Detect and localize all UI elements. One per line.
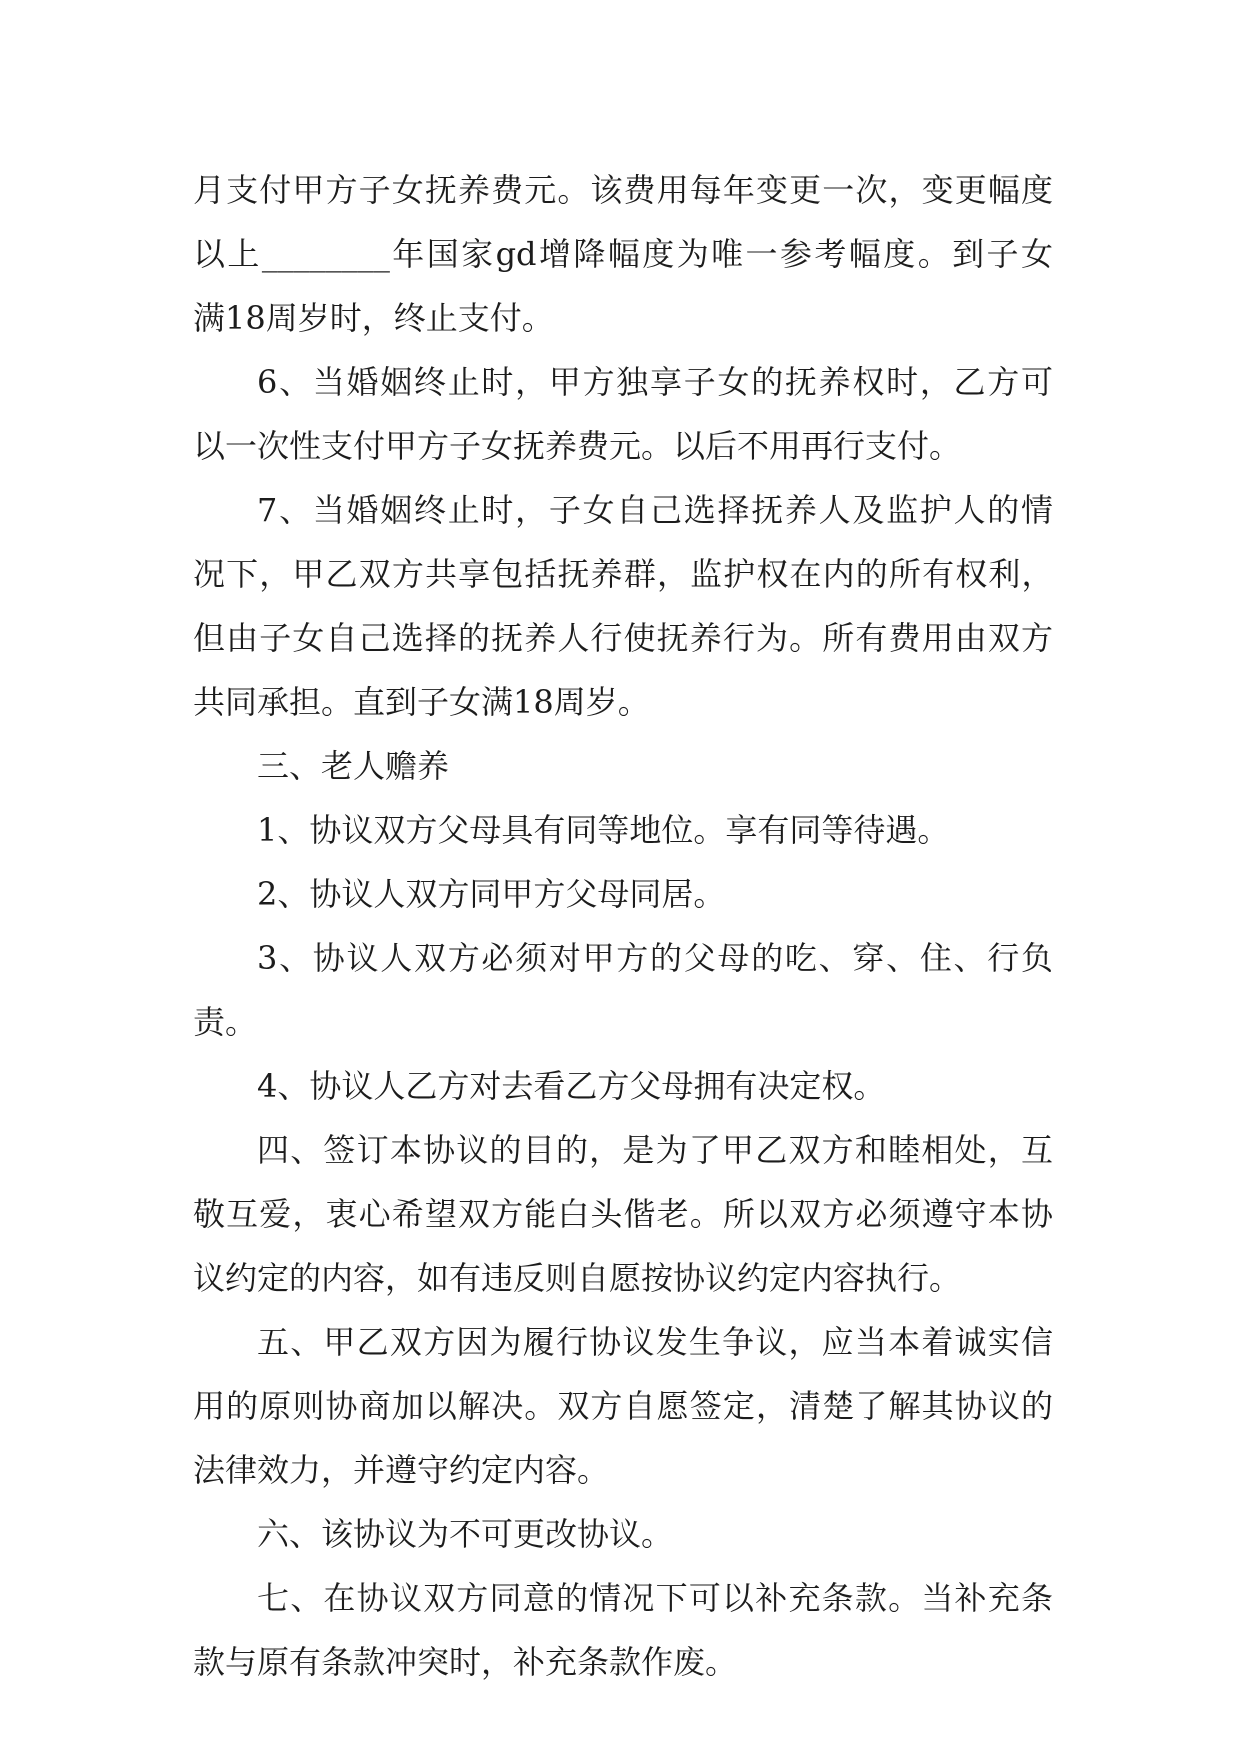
text-line: 1、协议双方父母具有同等地位。享有同等待遇。 <box>257 811 950 849</box>
text-line: 款与原有条款冲突时，补充条款作废。 <box>193 1643 738 1681</box>
text-line: 以一次性支付甲方子女抚养费元。以后不用再行支付。 <box>193 427 962 465</box>
text-line: 敬互爱，衷心希望双方能白头偕老。所以双方必须遵守本协 <box>193 1195 1053 1233</box>
text-line: 4、协议人乙方对去看乙方父母拥有决定权。 <box>257 1067 886 1105</box>
text-line: 月支付甲方子女抚养费元。该费用每年变更一次，变更幅度 <box>193 171 1053 209</box>
text-line: 6、当婚姻终止时，甲方独享子女的抚养权时，乙方可 <box>257 363 1053 401</box>
text-line: 2、协议人双方同甲方父母同居。 <box>257 875 726 913</box>
text-line: 以上________年国家gd增降幅度为唯一参考幅度。到子女 <box>193 235 1053 273</box>
document-body <box>193 158 1053 1694</box>
text-line: 共同承担。直到子女满18周岁。 <box>193 683 650 721</box>
text-line: 但由子女自己选择的抚养人行使抚养行为。所有费用由双方 <box>193 619 1053 657</box>
text-line: 四、签订本协议的目的，是为了甲乙双方和睦相处，互 <box>257 1131 1053 1169</box>
text-line: 五、甲乙双方因为履行协议发生争议，应当本着诚实信 <box>257 1323 1053 1361</box>
section-heading: 三、老人赡养 <box>257 747 450 785</box>
text-line: 七、在协议双方同意的情况下可以补充条款。当补充条 <box>257 1579 1053 1617</box>
text-line: 7、当婚姻终止时，子女自己选择抚养人及监护人的情 <box>257 491 1053 529</box>
text-line: 六、该协议为不可更改协议。 <box>257 1515 674 1553</box>
text-line: 3、协议人双方必须对甲方的父母的吃、穿、住、行负 <box>257 939 1053 977</box>
text-line: 责。 <box>193 1003 258 1041</box>
text-line: 用的原则协商加以解决。双方自愿签定，清楚了解其协议的 <box>193 1387 1053 1425</box>
text-line: 法律效力，并遵守约定内容。 <box>193 1451 610 1489</box>
text-line: 况下，甲乙双方共享包括抚养群，监护权在内的所有权利， <box>193 555 1053 593</box>
text-line: 议约定的内容，如有违反则自愿按协议约定内容执行。 <box>193 1259 962 1297</box>
text-line: 满18周岁时，终止支付。 <box>193 299 554 337</box>
